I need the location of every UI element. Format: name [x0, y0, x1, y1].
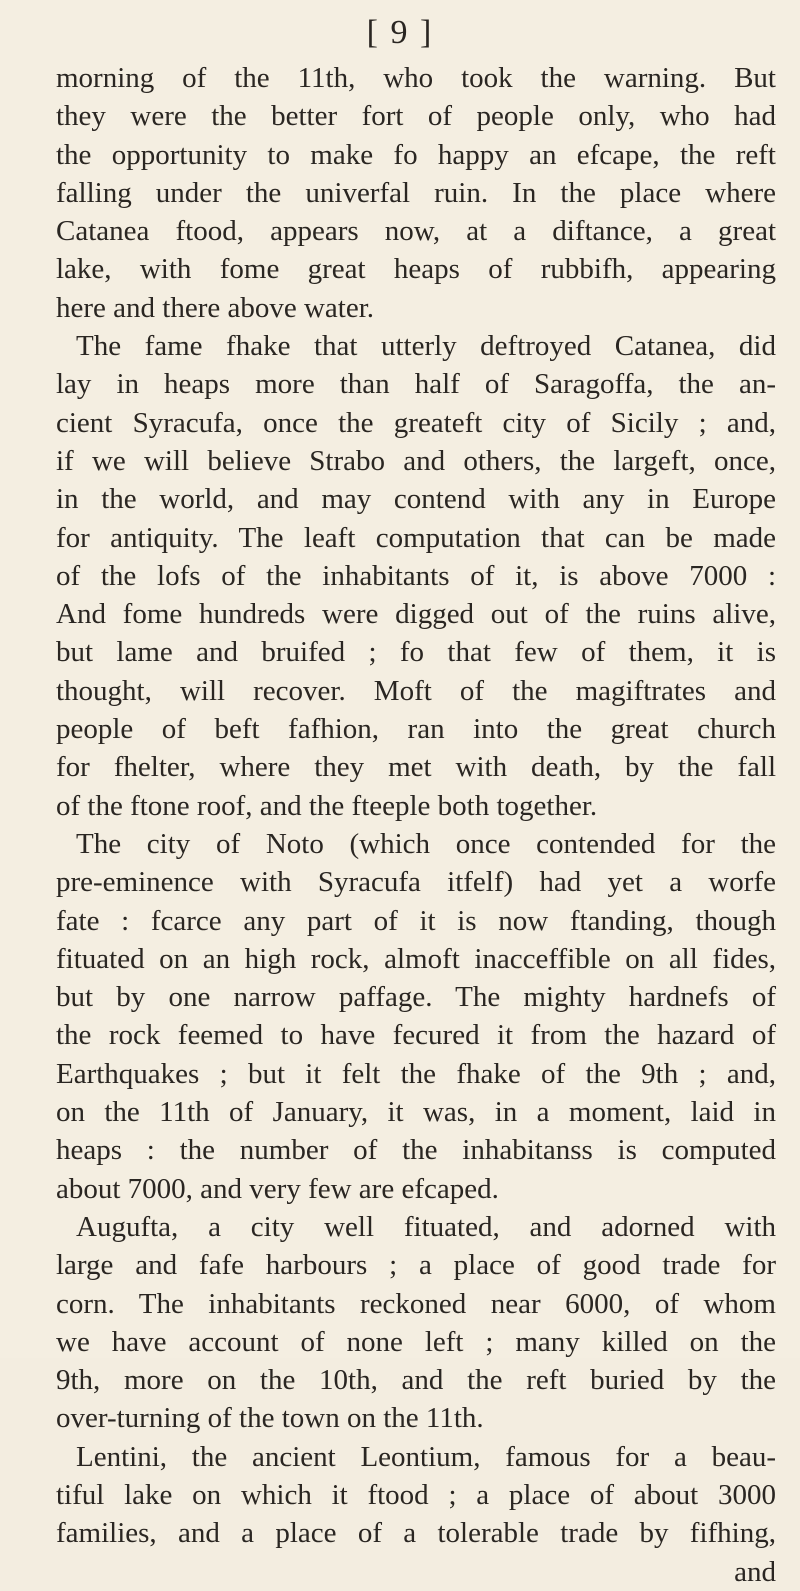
- page-number: [ 9 ]: [366, 14, 434, 51]
- text-line: the rock feemed to have fecured it from the hazard of: [56, 1019, 776, 1052]
- text-line: falling under the univerfal ruin. In the place where: [56, 176, 776, 209]
- text-line: large and fafe harbours ; a place of good trade for: [56, 1249, 776, 1282]
- text-line: of the lofs of the inhabitants of it, is above 7000 :: [56, 559, 776, 592]
- text-line: but by one narrow paffage. The mighty hardnefs of: [56, 981, 776, 1014]
- text-line: Lentini, the ancient Leontium, famous for a beau-: [76, 1440, 776, 1473]
- text-line: they were the better fort of people only, who had: [56, 100, 776, 133]
- text-line: here and there above water.: [56, 291, 375, 324]
- text-line: people of beft fafhion, ran into the great church: [56, 713, 776, 746]
- text-line: heaps : the number of the inhabitanss is computed: [56, 1134, 776, 1167]
- text-line: of the ftone roof, and the fteeple both together.: [56, 789, 598, 822]
- text-line: tiful lake on which it ftood ; a place of about 3000: [56, 1478, 776, 1511]
- text-line: cient Syracufa, once the greateft city of Sicily ; and,: [56, 406, 776, 439]
- text-line: fituated on an high rock, almoft inacceffible on all fides,: [56, 942, 776, 975]
- text-line: the opportunity to make fo happy an efcape, the reft: [56, 138, 776, 171]
- text-line: for fhelter, where they met with death, by the fall: [56, 751, 776, 784]
- text-line: lake, with fome great heaps of rubbifh, appearing: [56, 253, 776, 286]
- text-line: Augufta, a city well fituated, and adorned with: [76, 1210, 776, 1243]
- text-line: about 7000, and very few are efcaped.: [56, 1172, 499, 1205]
- catchword: and: [734, 1555, 776, 1588]
- text-line: on the 11th of January, it was, in a moment, laid in: [56, 1096, 776, 1129]
- body-text: [56, 59, 776, 1591]
- text-line: for antiquity. The leaft computation that can be made: [56, 521, 776, 554]
- text-line: lay in heaps more than half of Saragoffa, the an-: [56, 368, 776, 401]
- text-line: The fame fhake that utterly deftroyed Catanea, did: [76, 330, 776, 363]
- text-line: And fome hundreds were digged out of the ruins alive,: [56, 598, 776, 631]
- text-line: 9th, more on the 10th, and the reft buried by the: [56, 1364, 776, 1397]
- text-line: but lame and bruifed ; fo that few of them, it is: [56, 636, 776, 669]
- text-line: Catanea ftood, appears now, at a diftance, a great: [56, 215, 776, 248]
- text-line: thought, will recover. Moft of the magiftrates and: [56, 674, 776, 707]
- text-line: morning of the 11th, who took the warning. But: [56, 62, 776, 94]
- text-line: pre-eminence with Syracufa itfelf) had yet a worfe: [56, 866, 776, 899]
- text-line: if we will believe Strabo and others, the largeft, once,: [56, 444, 776, 477]
- text-line: families, and a place of a tolerable trade by fifhing,: [56, 1517, 776, 1550]
- text-line: corn. The inhabitants reckoned near 6000, of whom: [56, 1287, 776, 1320]
- text-line: in the world, and may contend with any in Europe: [56, 483, 776, 516]
- text-line: fate : fcarce any part of it is now ftanding, though: [56, 904, 776, 937]
- text-line: over-turning of the town on the 11th.: [56, 1402, 484, 1435]
- text-line: Earthquakes ; but it felt the fhake of the 9th ; and,: [56, 1057, 776, 1090]
- text-line: we have account of none left ; many killed on the: [56, 1325, 776, 1358]
- text-line: The city of Noto (which once contended for the: [76, 827, 776, 860]
